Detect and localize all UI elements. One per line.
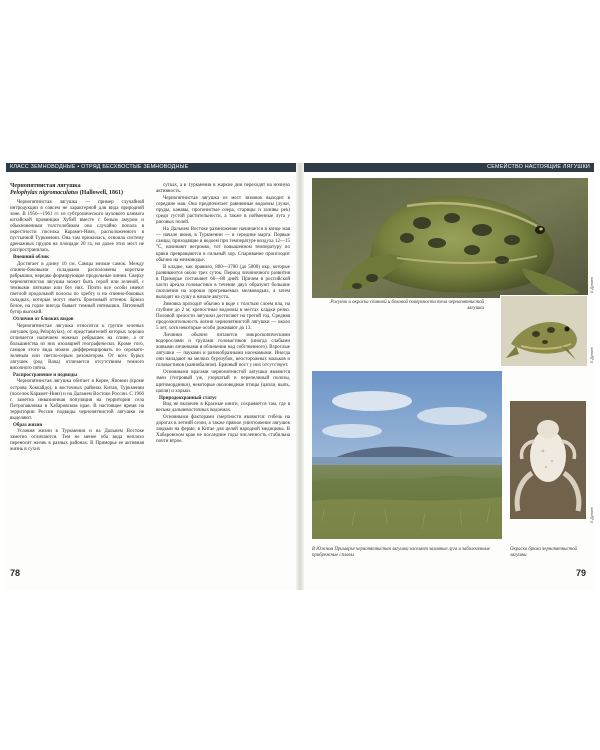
paragraph: Зимовка проходит обычно в воде с толстым слоем ила, на глубине до 2 м; крепостные водоемы в местах кладки резко. Половой зрелости лягушки достигают на третий год. Средняя продолжительность жизни чернопятнистой лягушки — около 5 лет, хотя некоторые особи доживают до 13. [156, 301, 290, 332]
frog-belly-photo [510, 401, 586, 519]
frog-dorsal-photo [312, 178, 588, 298]
frog-belly-image [510, 401, 586, 519]
habitat-landscape-photo [312, 371, 502, 539]
paragraph: Основными врагами чернопятнистой лягушки являются змеи (тигровый уж, узорчатый и перепелиный полозы, щитомордники), некоторые околоводные птицы (цапли, выпь, цапля) и хорьки. [156, 370, 290, 394]
paragraph: Условия жизни в Туркмении и на Дальнем Востоке заметно отличаются. Тем не менее оба вида неплохо переносят жизнь в разных районах. В Приморье ее активная жизнь в сухих [10, 429, 144, 453]
title-russian: Чернопятнистая лягушка [10, 183, 81, 189]
frog-side-image [501, 296, 587, 366]
subheading: Образ жизни [13, 422, 43, 428]
subheading: Распространение и подвиды [13, 372, 78, 378]
book-spine [296, 163, 304, 590]
paragraph: Достигает в длину 10 см. Самцы мельче самок. Между спинно-боковыми складками расположены короткие ребрышки, нередко формирующие продольные линии. Сверху чернопятнистая лягушка может быть серой или зеленой, с темными пятнами или без них. Почти все особи имеют светлой продольной полосы по хребту и на спинно-боковых складках, которые могут иметь бронзовый оттенок. Брюхо белое, на горле иногда бывает темный пятнышки. Пяточный бугор высокий. [10, 261, 144, 315]
paragraph: Чернопятнистая лягушка относится к группе зеленых лягушек (род Pelophylax), от представителей которых хорошо отличается наличием ножных ребрышек на спине, а от большинства из них изоляцией географически. Кроме того, самцов этого вида можно дифференцировать по серовато-зеленым или светло-серым резонаторам. От всех бурых лягушек (род Rana) отличается отсутствием темного височного пятна. [10, 323, 144, 371]
paragraph: Вид не включен в Красные книги, сохраняется там, где в весьма дальневосточных водоемах. [156, 402, 290, 414]
paragraph: Чернопятнистая лягушка из мест зимовок выходит в середине мая. Она предпочитает равнинные водоемы (лужи, пруды, канавы, прогонистые озера, старицы и заливы рек) среди густой растительности, а также в пойменные луга у рисовых полей. [156, 196, 290, 226]
photo-credit-1: Е.Дунаев [590, 277, 594, 293]
page-number-right: 79 [576, 568, 587, 578]
paragraph: Чернопятнистая лягушка обитает в Корее, Японии (кроме острова Хоккайдо), в восточных районах Китая, Туркмении (поселок Карамет-Нияз) и на Дальнем Востоке России. С 1966 г. заметна инвазионная популяция на территории села Петропавловка в Хабаровском крае. В настоящее время на территории России подвиды чернопятнистой лягушки не выделяют. [10, 379, 144, 421]
paragraph: Личинки обычно питаются микроскопическими водорослями и трупами головастиков (иногда слабыми живыми личинками в обличении над собственного). Взрослые лягушки — пауками и разнообразными насекомыми. Иногда они нападают на мелких бурозубок, неосторожных мальков и головастиков (каннибализм). Брачный пост у них отсутствует. [156, 333, 290, 369]
landscape-image [312, 371, 502, 539]
frog-side-photo [500, 295, 588, 367]
caption-habitat: В Южном Приморье чернопятнистая лягушка заселяет заливные луга и заболоченные прибрежные сплавы [312, 547, 490, 558]
caption-belly: Окраска брюха чернопятнистой лягушки [510, 547, 577, 558]
paragraph: На Дальнем Востоке размножение начинается в конце мая — начале июня, в Туркмении — в середине марта. Первые самцы, приходящие в водоем при температуре воздуха 12—15 °С, начинают негромко, тот повышенном температуру по кряки превращаются в сильный хор. Спаривание происходит обычно на мелководье. [156, 227, 290, 263]
subheading: Природоохранный статус [159, 395, 217, 401]
article-title [10, 183, 144, 197]
right-running-header: СЕМЕЙСТВО НАСТОЯЩИЕ ЛЯГУШКИ [304, 163, 594, 172]
paragraph: сутках, а в Туркмении в жаркие дни переходят на ночную активность. [156, 183, 290, 195]
title-latin: Pelophylax nigromaculatus [10, 189, 79, 196]
right-page [304, 163, 594, 590]
photo-credit-3: Е.Дунаев [590, 507, 594, 523]
title-author: (Hallowell, 1861) [79, 189, 124, 196]
subheading: Внешний облик [13, 255, 49, 261]
left-running-header: КЛАСС ЗЕМНОВОДНЫЕ • ОТРЯД БЕСХВОСТЫЕ ЗЕМНОВОДНЫЕ [6, 163, 296, 172]
paragraph: Чернопятнистая лягушка — пример случайной интродукции в совсем не характерной для вида природной зоне. В 1956—1961 гг. из субтропического мухового климата китайской провинции Хубэй вместе с белым амуром и обыкновенным толстолобиком она случайно попала в окрестности поселка Карамет-Нияз, расположенного в пустынной Туркмении. Она там прижилась, освоила систему дренажных прудов на площади 20 га, но далее этих мест не распространилась. [10, 199, 144, 253]
frog-dorsal-image [312, 178, 588, 298]
left-column-2 [156, 183, 290, 568]
caption-dorsal: Рисунок и окраска спинной и боковой поверхности тела чернопятнистой лягушки [330, 300, 484, 311]
left-page [6, 163, 296, 590]
column-1-body [10, 200, 144, 454]
column-2-body [156, 183, 290, 445]
paragraph: Основными факторами смертности являются: гибель на дорогах в летний сезон, а также прямое уничтожение лягушек людьми на ферме, в Китае для целей народной медицины. В Хабаровском крае не последние годы численность стабильна почти втрое. [156, 415, 290, 445]
page-number-left: 78 [10, 568, 21, 578]
paragraph: В кладке, как правило, 800—3700 (до 5000) икр, которые развиваются около трех суток. Период личиночного развития в Приморье составляет 60—80 дней. Причем в российской части ареала головастики в течение двух образуют большие скопления на хорошо прогреваемых мелководьях, а затем выходят на сушу в начале августа. [156, 264, 290, 300]
left-column-1 [10, 183, 144, 558]
subheading: Отличия от близких видов [13, 316, 74, 322]
photo-credit-2: Е.Дунаев [590, 347, 594, 363]
